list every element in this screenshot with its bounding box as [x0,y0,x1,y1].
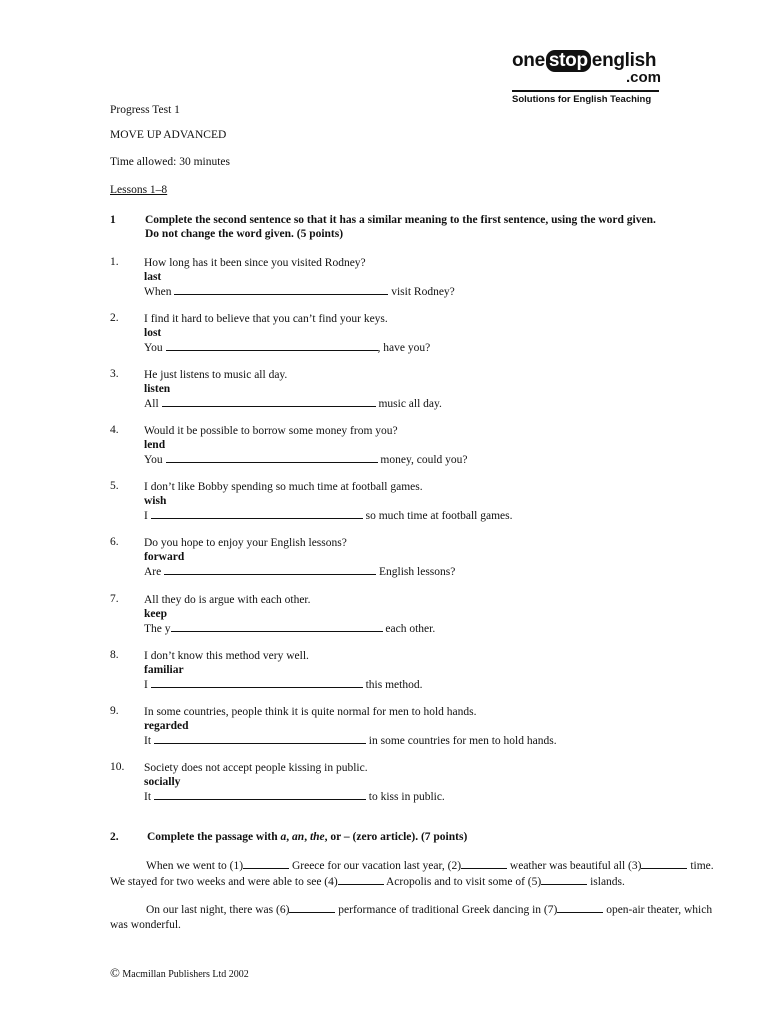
article-an: an [292,831,305,843]
section-1-instruction-line-1: Complete the second sentence so that it has a similar meaning to the first sentence, using the word given. [145,214,656,226]
article-a: a [280,831,287,843]
answer-start: It [144,791,152,803]
key-word: regarded [144,720,189,732]
answer-line [144,789,445,804]
section-2-number: 2. [110,831,119,843]
answer-line [144,452,468,467]
question-number: 3. [110,368,119,380]
answer-end: music all day. [378,398,442,410]
logo-part-stop: stop [546,50,591,72]
test-title: Progress Test 1 [110,104,180,116]
answer-end: , have you? [377,342,431,354]
answer-start: I [144,679,148,691]
answer-end: each other. [385,623,436,635]
answer-blank[interactable] [166,452,378,463]
answer-start: It [144,735,152,747]
answer-line [144,340,430,355]
answer-blank[interactable] [151,508,363,519]
question-number: 8. [110,649,119,661]
answer-line [144,733,557,748]
logo-part-english: english [591,50,657,71]
answer-blank[interactable] [164,564,376,575]
answer-line [144,284,455,299]
section-2-instruction [147,831,467,843]
question-sentence: All they do is argue with each other. [144,594,311,606]
passage-text: Greece for our vacation last year, (2) [291,860,462,872]
answer-blank[interactable] [154,733,366,744]
key-word: familiar [144,664,184,676]
passage-text: Acropolis and to visit some of (5) [385,875,542,888]
key-word: listen [144,383,171,395]
answer-start: You [144,342,163,354]
answer-blank[interactable] [162,396,376,407]
section-1-number: 1 [110,214,116,226]
answer-end: so much time at football games. [365,510,513,522]
key-word: socially [144,776,181,788]
question-sentence: Would it be possible to borrow some money from you? [144,425,398,437]
section-1-instruction-line-2: Do not change the word given. (5 points) [145,228,344,240]
answer-blank[interactable] [151,677,363,688]
gap-1[interactable] [243,858,289,869]
time-allowed: Time allowed: 30 minutes [110,156,231,168]
question-number: 1. [110,256,119,268]
question-sentence: Society does not accept people kissing in public. [144,762,368,774]
copyright-icon: © [110,965,120,980]
footer [110,965,249,981]
answer-end: to kiss in public. [368,791,445,803]
answer-start: You [144,454,163,466]
lessons-range: Lessons 1–8 [110,184,168,196]
answer-start: Are [144,566,162,578]
logo-tagline: Solutions for English Teaching [512,94,652,105]
answer-line [144,677,422,692]
key-word: last [144,271,162,283]
question-number: 6. [110,536,119,548]
answer-blank[interactable] [174,284,388,295]
question-sentence: I find it hard to believe that you can’t find your keys. [144,313,388,325]
answer-line [144,396,442,411]
question-number: 7. [110,593,119,605]
question-number: 4. [110,424,119,436]
question-sentence: How long has it been since you visited Rodney? [144,257,366,269]
question-number: 5. [110,480,119,492]
passage-paragraph-1 [110,858,730,889]
question-sentence: I don’t like Bobby spending so much time at football games. [144,481,423,493]
answer-end: visit Rodney? [391,286,455,298]
passage-paragraph-2 [110,902,730,932]
gap-4[interactable] [338,874,384,885]
instruction-text: Complete the passage with [147,831,278,843]
passage-text: islands. [590,875,625,888]
question-number: 10. [110,761,125,773]
answer-start: When [144,286,172,298]
passage-text: When we went to (1) [146,860,244,872]
article-the: the [309,831,325,843]
passage-text: time. We stayed for two weeks and were able to see (4) [110,860,714,888]
logo-divider [512,90,659,92]
answer-line [144,508,513,523]
passage-text: On our last night, there was (6) [146,904,290,916]
passage-text: open-air theater, which was wonderful. [110,904,713,931]
answer-end: this method. [365,679,423,691]
answer-blank[interactable] [171,621,383,632]
question-sentence: He just listens to music all day. [144,369,288,381]
answer-end: English lessons? [379,566,456,578]
logo-part-one: one [512,50,545,71]
key-word: wish [144,495,167,507]
answer-end: money, could you? [380,454,468,466]
key-word: keep [144,608,167,620]
key-word: forward [144,551,185,563]
question-number: 2. [110,312,119,324]
answer-end: in some countries for men to hold hands. [368,735,557,747]
instruction-text: , or – (zero article). (7 points) [324,831,468,843]
answer-start: All [144,398,159,410]
gap-2[interactable] [461,858,507,869]
footer-text: Macmillan Publishers Ltd 2002 [122,969,249,980]
passage-text: weather was beautiful all (3) [509,860,642,872]
question-sentence: I don’t know this method very well. [144,650,309,662]
answer-start: I [144,510,148,522]
key-word: lost [144,327,162,339]
instruction-comma: , [286,831,290,843]
instruction-comma: , [304,831,308,843]
answer-line [144,564,455,579]
question-number: 9. [110,705,119,717]
logo-domain: .com [626,69,662,86]
gap-5[interactable] [541,874,587,885]
course-name: MOVE UP ADVANCED [110,129,227,141]
question-sentence: Do you hope to enjoy your English lessons? [144,537,347,549]
onestopenglish-logo [512,50,662,110]
gap-7[interactable] [557,902,603,913]
answer-blank[interactable] [154,789,366,800]
answer-line [144,621,435,636]
question-sentence: In some countries, people think it is quite normal for men to hold hands. [144,706,477,718]
gap-3[interactable] [641,858,687,869]
gap-6[interactable] [289,902,335,913]
answer-blank[interactable] [166,340,378,351]
key-word: lend [144,439,166,451]
answer-start: The y [144,623,171,635]
passage-text: performance of traditional Greek dancing in (7) [338,904,558,916]
